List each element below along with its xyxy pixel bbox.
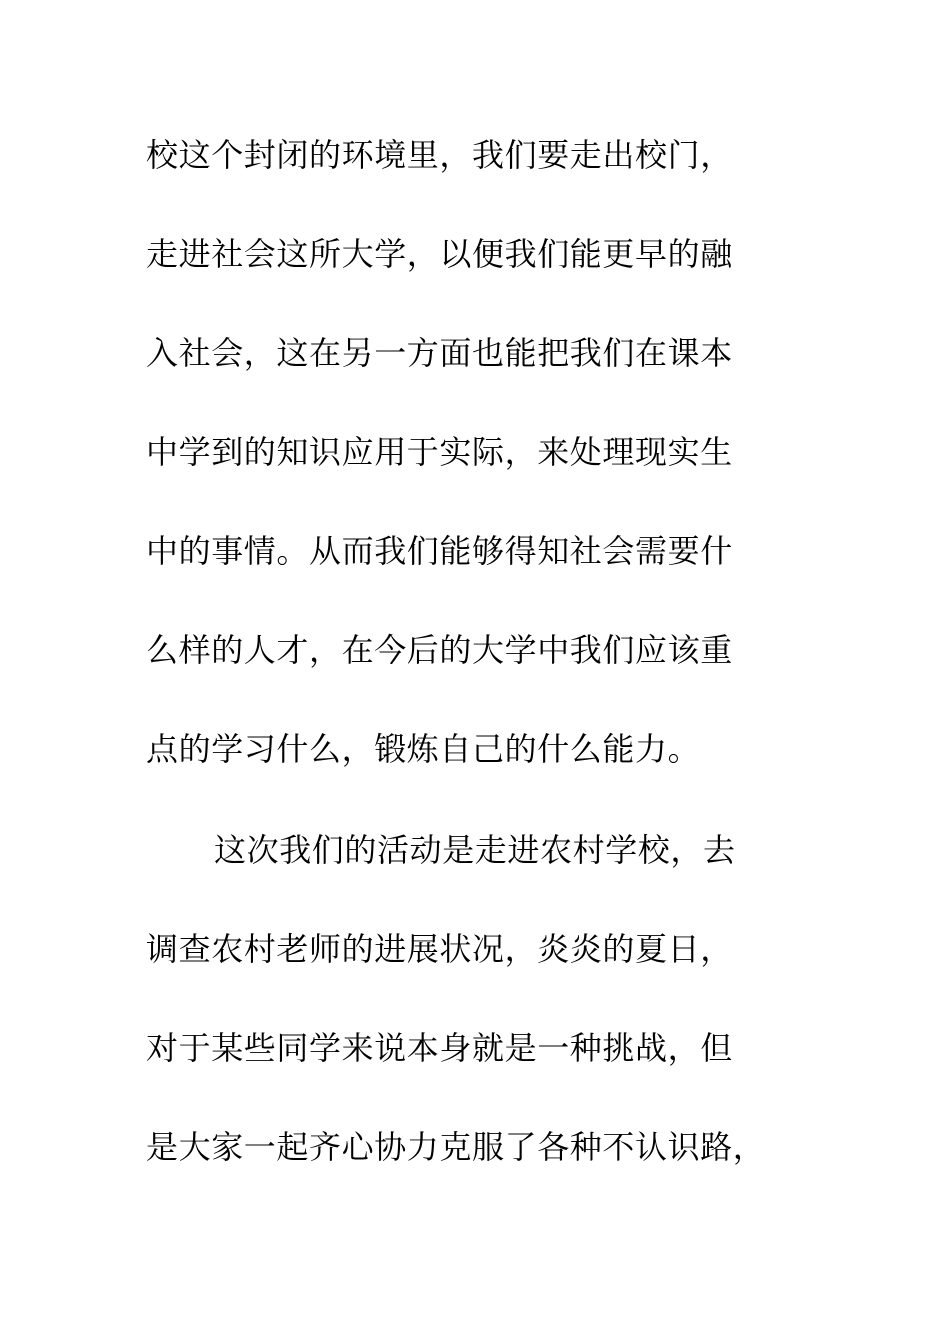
text-line: 么样的人才，在今后的大学中我们应该重 <box>146 631 733 669</box>
text-line: 走进社会这所大学，以便我们能更早的融 <box>146 235 733 273</box>
text-line: 校这个封闭的环境里，我们要走出校门， <box>146 136 733 174</box>
text-line: 点的学习什么，锻炼自己的什么能力。 <box>146 730 701 768</box>
text-line: 对于某些同学来说本身就是一种挑战，但 <box>146 1029 733 1067</box>
text-line: 是大家一起齐心协力克服了各种不认识路， <box>146 1128 766 1166</box>
text-line: 中学到的知识应用于实际，来处理现实生 <box>146 433 733 471</box>
text-line: 调查农村老师的进展状况，炎炎的夏日， <box>146 930 733 968</box>
paragraph-first-line: 这次我们的活动是走进农村学校，去 <box>214 831 736 869</box>
text-line: 中的事情。从而我们能够得知社会需要什 <box>146 532 733 570</box>
text-line: 入社会，这在另一方面也能把我们在课本 <box>146 334 733 372</box>
